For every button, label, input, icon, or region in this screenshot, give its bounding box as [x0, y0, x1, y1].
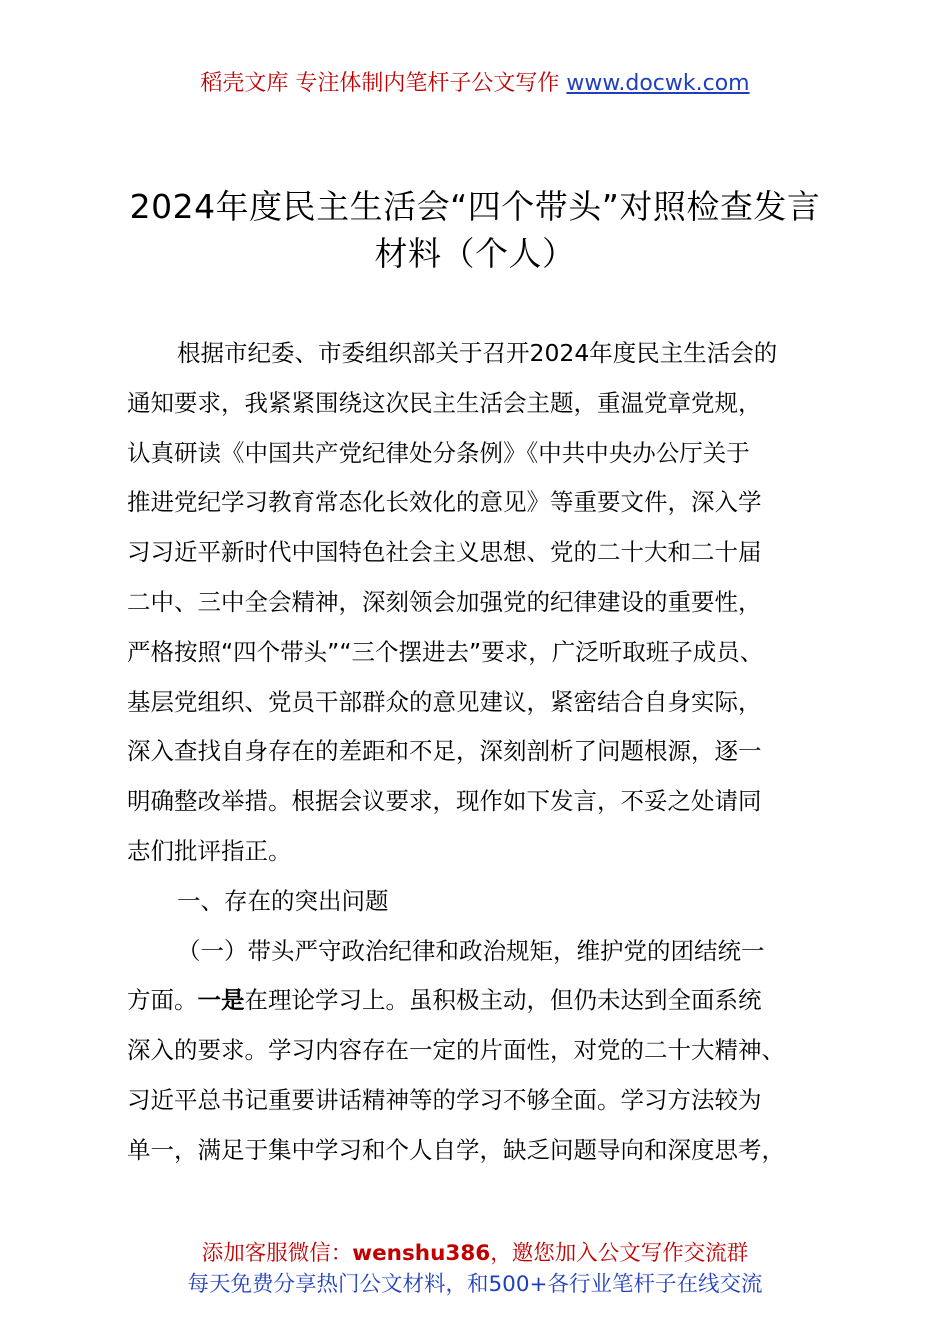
- document-title: [100, 183, 850, 277]
- paragraph-line: 基层党组织、党员干部群众的意见建议，紧密结合自身实际，: [127, 687, 762, 716]
- paragraph-line: 根据市纪委、市委组织部关于召开2024年度民主生活会的: [177, 339, 778, 367]
- page-header: [0, 68, 950, 100]
- header-brand-text: 稻壳文库 专注体制内笔杆子公文写作: [200, 71, 560, 96]
- header-site-link[interactable]: www.docwk.com: [566, 71, 750, 96]
- footer-wechat-id: wenshu386: [352, 1241, 491, 1266]
- paragraph-line: 深入查找自身存在的差距和不足，深刻剖析了问题根源，逐一: [127, 737, 762, 766]
- paragraph-line: 推进党纪学习教育常态化长效化的意见》等重要文件，深入学: [127, 488, 762, 517]
- paragraph-line: 习习近平新时代中国特色社会主义思想、党的二十大和二十届: [127, 538, 762, 567]
- footer-line-wechat: [0, 1238, 950, 1269]
- point-text: 在理论学习上。虽积极主动，但仍未达到全面系统: [244, 986, 762, 1015]
- paragraph-line: 习近平总书记重要讲话精神等的学习不够全面。学习方法较为: [127, 1085, 762, 1114]
- paragraph-line: 认真研读《中国共产党纪律处分条例》《中共中央办公厅关于: [127, 438, 750, 467]
- document-body: [127, 329, 833, 1176]
- section-heading: 一、存在的突出问题: [177, 886, 389, 915]
- paragraph-line: 通知要求，我紧紧围绕这次民主生活会主题，重温党章党规，: [127, 388, 762, 417]
- paragraph-line: 志们批评指正。: [127, 836, 292, 865]
- subsection-heading: （一）带头严守政治纪律和政治规矩，维护党的团结统一: [177, 936, 765, 965]
- footer-wechat-suffix: ，邀您加入公文写作交流群: [490, 1241, 749, 1266]
- paragraph-line: 单一，满足于集中学习和个人自学，缺乏问题导向和深度思考，: [127, 1135, 785, 1164]
- title-line: 2024年度民主生活会“四个带头”对照检查发言: [129, 187, 821, 226]
- footer-line-share: 每天免费分享热门公文材料，和500+各行业笔杆子在线交流: [187, 1272, 763, 1297]
- paragraph-line: 明确整改举措。根据会议要求，现作如下发言，不妥之处请同: [127, 787, 762, 816]
- paragraph-line: 严格按照“四个带头”“三个摆进去”要求，广泛听取班子成员、: [127, 637, 764, 666]
- point-marker: 一是: [197, 986, 245, 1015]
- subsection-heading-tail: 方面。: [127, 986, 198, 1015]
- footer-wechat-prefix: 添加客服微信：: [201, 1241, 353, 1266]
- title-line: 材料（个人）: [374, 234, 576, 273]
- page-footer: [0, 1238, 950, 1300]
- paragraph-line: 二中、三中全会精神，深刻领会加强党的纪律建设的重要性，: [127, 587, 762, 616]
- paragraph-line: [127, 976, 833, 1026]
- paragraph-line: 深入的要求。学习内容存在一定的片面性，对党的二十大精神、: [127, 1036, 785, 1065]
